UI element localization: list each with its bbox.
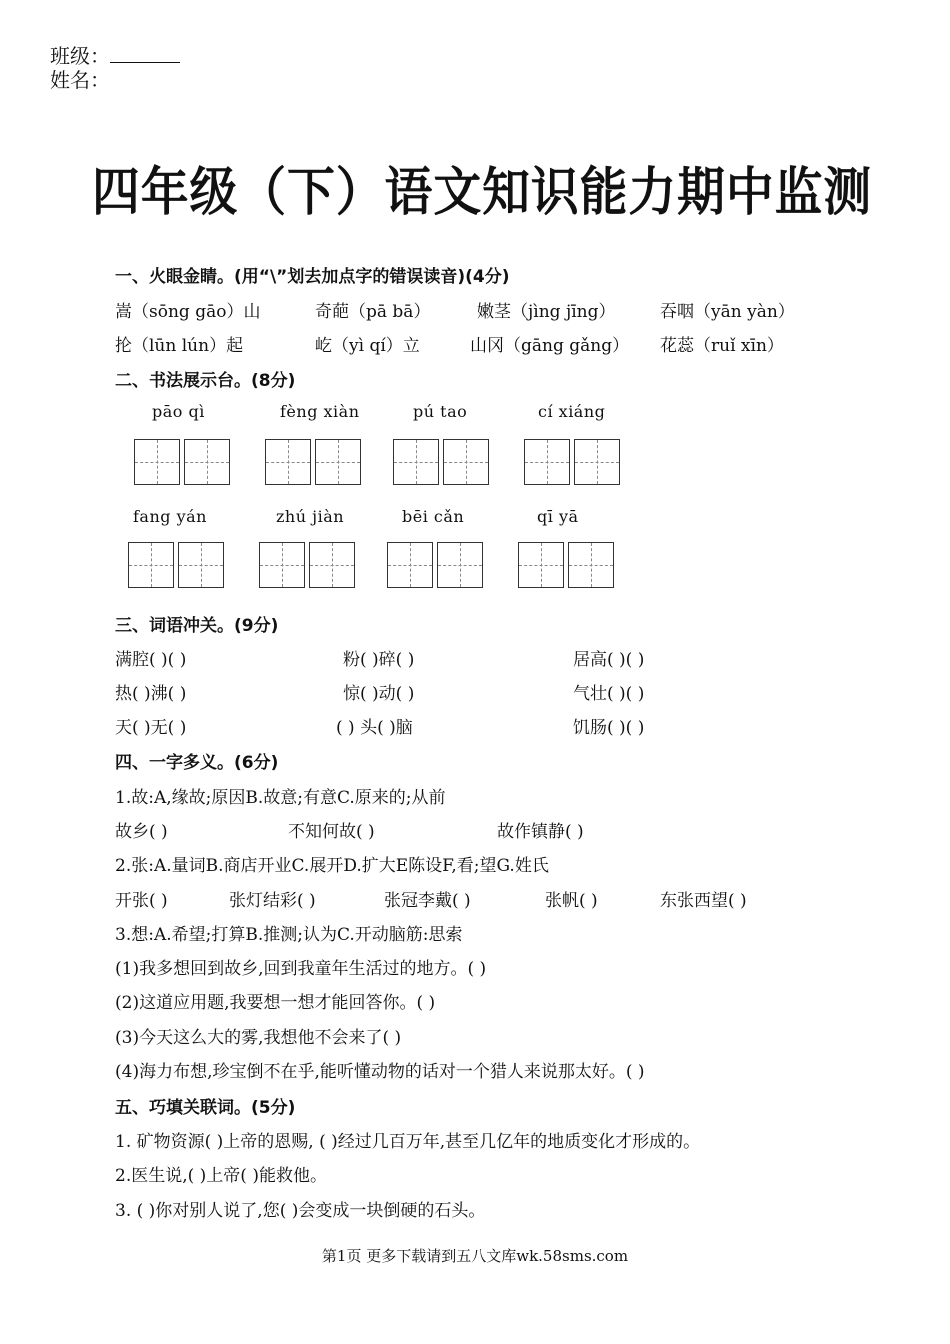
name-label: 姓名：	[50, 68, 110, 92]
s3-item: 气壮( )( )	[573, 684, 645, 704]
s4-item: 张帆( )	[545, 891, 598, 911]
writing-grid-box[interactable]	[443, 439, 489, 485]
s1-item: 抡（lūn lún）起	[115, 336, 244, 356]
writing-grid-box[interactable]	[265, 439, 311, 485]
s4-sentence: (3)今天这么大的雾,我想他不会来了( )	[115, 1028, 402, 1048]
writing-grid-box[interactable]	[568, 542, 614, 588]
class-blank-line[interactable]	[110, 48, 180, 63]
s3-item: ( ) 头( )脑	[336, 718, 413, 738]
s1-item: 嵩（sōng gāo）山	[115, 302, 261, 322]
s3-item: 惊( )动( )	[343, 684, 415, 704]
s3-item: 粉( )碎( )	[343, 650, 415, 670]
writing-grid-box[interactable]	[309, 542, 355, 588]
s3-item: 天( )无( )	[115, 718, 187, 738]
writing-grid-box[interactable]	[259, 542, 305, 588]
writing-grid-box[interactable]	[178, 542, 224, 588]
s4-sentence: (4)海力布想,珍宝倒不在乎,能听懂动物的话对一个猎人来说那太好。( )	[115, 1062, 645, 1082]
pinyin-label: pú tao	[413, 402, 468, 421]
s1-item: 吞咽（yān yàn）	[660, 302, 795, 322]
page-footer: 第1页 更多下载请到五八文库wk.58sms.com	[321, 1247, 629, 1265]
writing-grid-box[interactable]	[128, 542, 174, 588]
writing-grid-box[interactable]	[184, 439, 230, 485]
s4-sentence: (2)这道应用题,我要想一想才能回答你。( )	[115, 993, 436, 1013]
writing-grid-box[interactable]	[574, 439, 620, 485]
s5-sentence: 1. 矿物资源( )上帝的恩赐, ( )经过几百万年,甚至几亿年的地质变化才形成的。	[115, 1132, 701, 1152]
pinyin-label: pāo qì	[152, 402, 205, 421]
section-5-heading: 五、巧填关联词。(5分)	[115, 1098, 296, 1118]
pinyin-label: zhú jiàn	[276, 507, 345, 526]
s1-item: 花蕊（ruǐ xīn）	[660, 336, 784, 356]
s3-item: 居高( )( )	[573, 650, 645, 670]
writing-grid-box[interactable]	[387, 542, 433, 588]
s1-item: 山冈（gāng gǎng）	[470, 336, 630, 356]
s1-item: 屹（yì qí）立	[315, 336, 420, 356]
s4-item: 张冠李戴( )	[384, 891, 471, 911]
s4-item: 故作镇静( )	[497, 822, 584, 842]
class-label: 班级：	[50, 44, 110, 68]
s3-item: 饥肠( )( )	[573, 718, 645, 738]
pinyin-label: fèng xiàn	[280, 402, 360, 421]
s4-item: 故乡( )	[115, 822, 168, 842]
s3-item: 满腔( )( )	[115, 650, 187, 670]
s3-item: 热( )沸( )	[115, 684, 187, 704]
writing-grid-box[interactable]	[437, 542, 483, 588]
writing-grid-box[interactable]	[518, 542, 564, 588]
s4-question-1: 1.故:A,缘故;原因B.故意;有意C.原来的;从前	[115, 788, 446, 808]
page-title: 四年级（下）语文知识能力期中监测	[92, 163, 873, 223]
s4-item: 张灯结彩( )	[229, 891, 316, 911]
s1-item: 奇葩（pā bā）	[315, 302, 431, 322]
pinyin-label: fang yán	[133, 507, 207, 526]
pinyin-label: qī yā	[537, 507, 579, 526]
s4-question-2: 2.张:A.量词B.商店开业C.展开D.扩大E陈设F,看;望G.姓氏	[115, 856, 549, 876]
s4-item: 开张( )	[115, 891, 168, 911]
writing-grid-box[interactable]	[134, 439, 180, 485]
section-1-heading: 一、火眼金睛。(用“\”划去加点字的错误读音)(4分)	[115, 267, 510, 287]
writing-grid-box[interactable]	[315, 439, 361, 485]
writing-grid-box[interactable]	[524, 439, 570, 485]
s5-sentence: 2.医生说,( )上帝( )能救他。	[115, 1166, 327, 1186]
s1-item: 嫩茎（jìng jīng）	[477, 302, 616, 322]
pinyin-label: cí xiáng	[538, 402, 606, 421]
s4-item: 东张西望( )	[660, 891, 747, 911]
s4-item: 不知何故( )	[288, 822, 375, 842]
section-2-heading: 二、书法展示台。(8分)	[115, 371, 296, 391]
s4-question-3: 3.想:A.希望;打算B.推测;认为C.开动脑筋:思索	[115, 925, 463, 945]
writing-grid-box[interactable]	[393, 439, 439, 485]
section-4-heading: 四、一字多义。(6分)	[115, 753, 279, 773]
section-3-heading: 三、词语冲关。(9分)	[115, 616, 279, 636]
s5-sentence: 3. ( )你对别人说了,您( )会变成一块倒硬的石头。	[115, 1201, 486, 1221]
s4-sentence: (1)我多想回到故乡,回到我童年生活过的地方。( )	[115, 959, 487, 979]
pinyin-label: bēi cǎn	[402, 507, 465, 526]
